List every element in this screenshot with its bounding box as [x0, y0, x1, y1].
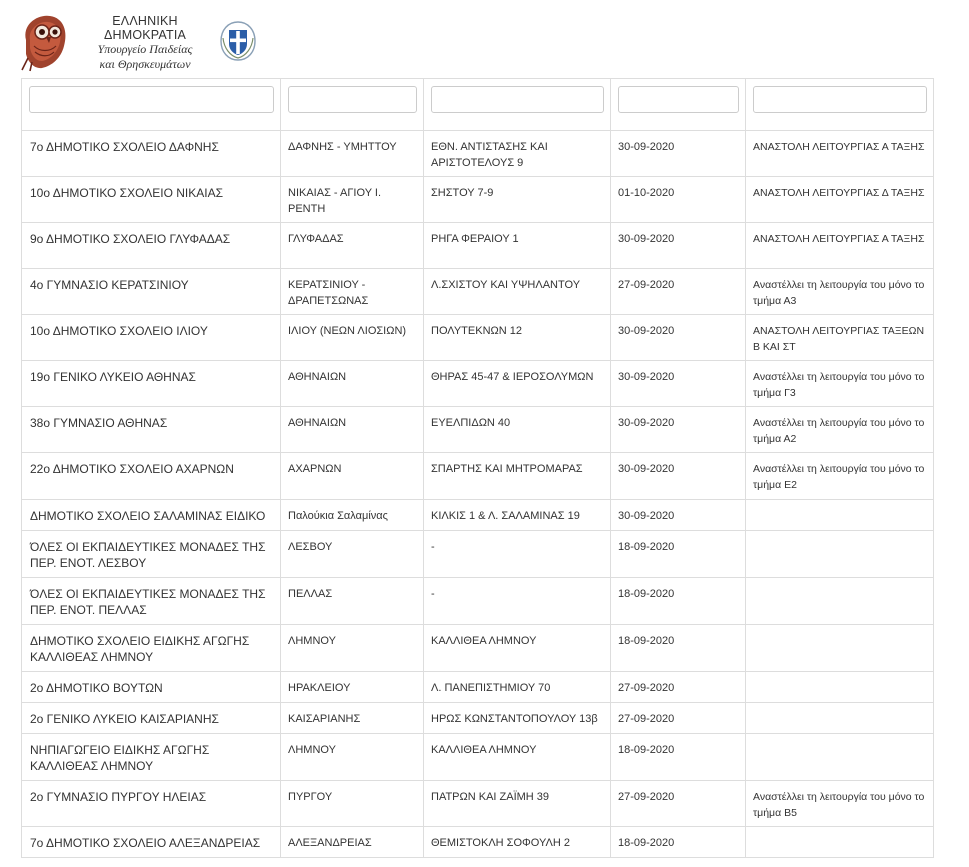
area-cell: ΓΛΥΦΑΔΑΣ: [281, 223, 424, 269]
suspension-date-cell: 30-09-2020: [611, 315, 746, 361]
school-name-cell: 10ο ΔΗΜΟΤΙΚΟ ΣΧΟΛΕΙΟ ΝΙΚΑΙΑΣ: [22, 177, 281, 223]
suspension-date-cell: 01-10-2020: [611, 177, 746, 223]
suspension-date-cell: 30-09-2020: [611, 131, 746, 177]
area-cell: ΛΗΜΝΟΥ: [281, 734, 424, 781]
area-cell: ΝΙΚΑΙΑΣ - ΑΓΙΟΥ Ι. ΡΕΝΤΗ: [281, 177, 424, 223]
suspension-date-cell: 18-09-2020: [611, 578, 746, 625]
address-cell: Λ. ΠΑΝΕΠΙΣΤΗΜΙΟΥ 70: [424, 672, 611, 703]
table-row[interactable]: [22, 315, 934, 361]
address-cell: ΚΑΛΛΙΘΕΑ ΛΗΜΝΟΥ: [424, 734, 611, 781]
table-row[interactable]: [22, 407, 934, 453]
filter-cell: [281, 79, 424, 131]
table-row[interactable]: [22, 500, 934, 531]
suspension-date-cell: 30-09-2020: [611, 361, 746, 407]
remarks-cell: ΑΝΑΣΤΟΛΗ ΛΕΙΤΟΥΡΓΙΑΣ ΤΑΞΕΩΝ Β ΚΑΙ ΣΤ: [746, 315, 934, 361]
school-name-cell: 19ο ΓΕΝΙΚΟ ΛΥΚΕΙΟ ΑΘΗΝΑΣ: [22, 361, 281, 407]
school-name-cell: ΝΗΠΙΑΓΩΓΕΙΟ ΕΙΔΙΚΗΣ ΑΓΩΓΗΣ ΚΑΛΛΙΘΕΑΣ ΛΗΜΝΟΥ: [22, 734, 281, 781]
remarks-cell: ΑΝΑΣΤΟΛΗ ΛΕΙΤΟΥΡΓΙΑΣ Α ΤΑΞΗΣ: [746, 223, 934, 269]
area-cell: ΑΛΕΞΑΝΔΡΕΙΑΣ: [281, 827, 424, 858]
remarks-cell: [746, 672, 934, 703]
area-cell: ΗΡΑΚΛΕΙΟΥ: [281, 672, 424, 703]
table-row[interactable]: [22, 177, 934, 223]
table-row[interactable]: [22, 781, 934, 827]
site-header: [0, 0, 969, 78]
schools-table-container: [21, 62, 933, 858]
school-name-cell: 10ο ΔΗΜΟΤΙΚΟ ΣΧΟΛΕΙΟ ΙΛΙΟΥ: [22, 315, 281, 361]
suspension-date-cell: 30-09-2020: [611, 500, 746, 531]
address-cell: ΚΙΛΚΙΣ 1 & Λ. ΣΑΛΑΜΙΝΑΣ 19: [424, 500, 611, 531]
remarks-cell: ΑΝΑΣΤΟΛΗ ΛΕΙΤΟΥΡΓΙΑΣ Α ΤΑΞΗΣ: [746, 131, 934, 177]
address-cell: -: [424, 578, 611, 625]
area-cell: ΛΗΜΝΟΥ: [281, 625, 424, 672]
owl-logo-icon: [20, 10, 72, 72]
address-cell: ΕΥΕΛΠΙΔΩΝ 40: [424, 407, 611, 453]
school-name-cell: 2ο ΔΗΜΟΤΙΚΟ ΒΟΥΤΩΝ: [22, 672, 281, 703]
schools-table: [21, 62, 934, 858]
table-row[interactable]: [22, 223, 934, 269]
suspension-date-cell: 18-09-2020: [611, 827, 746, 858]
ministry-text-block: [74, 14, 216, 72]
school-name-cell: 4ο ΓΥΜΝΑΣΙΟ ΚΕΡΑΤΣΙΝΙΟΥ: [22, 269, 281, 315]
ministry-subtitle-2: και Θρησκευμάτων: [99, 57, 191, 71]
address-cell: -: [424, 531, 611, 578]
suspension-date-cell: 27-09-2020: [611, 269, 746, 315]
remarks-cell: [746, 734, 934, 781]
address-cell: ΣΠΑΡΤΗΣ ΚΑΙ ΜΗΤΡΟΜΑΡΑΣ: [424, 453, 611, 500]
address-cell: ΕΘΝ. ΑΝΤΙΣΤΑΣΗΣ ΚΑΙ ΑΡΙΣΤΟΤΕΛΟΥΣ 9: [424, 131, 611, 177]
school-name-cell: ΌΛΕΣ ΟΙ ΕΚΠΑΙΔΕΥΤΙΚΕΣ ΜΟΝΑΔΕΣ ΤΗΣ ΠΕΡ. ΕΝΟΤ. ΠΕΛΛΑΣ: [22, 578, 281, 625]
address-cell: ΘΗΡΑΣ 45-47 & ΙΕΡΟΣΟΛΥΜΩΝ: [424, 361, 611, 407]
area-cell: ΔΑΦΝΗΣ - ΥΜΗΤΤΟΥ: [281, 131, 424, 177]
filter-cell: [22, 79, 281, 131]
remarks-cell: Αναστέλλει τη λειτουργία του μόνο το τμήμα Β5: [746, 781, 934, 827]
address-cell: ΠΟΛΥΤΕΚΝΩΝ 12: [424, 315, 611, 361]
area-cell: ΙΛΙΟΥ (ΝΕΩΝ ΛΙΟΣΙΩΝ): [281, 315, 424, 361]
suspension-date-cell: 27-09-2020: [611, 672, 746, 703]
school-name-cell: 22ο ΔΗΜΟΤΙΚΟ ΣΧΟΛΕΙΟ ΑΧΑΡΝΩΝ: [22, 453, 281, 500]
table-row[interactable]: [22, 453, 934, 500]
suspension-date-cell: 18-09-2020: [611, 734, 746, 781]
remarks-cell: Αναστέλλει τη λειτουργία του μόνο το τμήμα Α3: [746, 269, 934, 315]
suspension-date-cell: 27-09-2020: [611, 781, 746, 827]
school-name-cell: 7ο ΔΗΜΟΤΙΚΟ ΣΧΟΛΕΙΟ ΔΑΦΝΗΣ: [22, 131, 281, 177]
table-row[interactable]: [22, 361, 934, 407]
suspension-date-cell: 18-09-2020: [611, 531, 746, 578]
greek-emblem-icon: [218, 20, 258, 62]
suspension-date-cell: 18-09-2020: [611, 625, 746, 672]
suspension-date-cell: 27-09-2020: [611, 703, 746, 734]
school-name-cell: ΔΗΜΟΤΙΚΟ ΣΧΟΛΕΙΟ ΕΙΔΙΚΗΣ ΑΓΩΓΗΣ ΚΑΛΛΙΘΕΑΣ ΛΗΜΝΟΥ: [22, 625, 281, 672]
table-row[interactable]: [22, 269, 934, 315]
area-cell: ΑΘΗΝΑΙΩΝ: [281, 407, 424, 453]
table-row[interactable]: [22, 703, 934, 734]
address-cell: ΘΕΜΙΣΤΟΚΛΗ ΣΟΦΟΥΛΗ 2: [424, 827, 611, 858]
table-row[interactable]: [22, 734, 934, 781]
area-cell: ΛΕΣΒΟΥ: [281, 531, 424, 578]
remarks-cell: [746, 500, 934, 531]
area-cell: Παλούκια Σαλαμίνας: [281, 500, 424, 531]
remarks-cell: Αναστέλλει τη λειτουργία του μόνο το τμήμα Γ3: [746, 361, 934, 407]
remarks-cell: ΑΝΑΣΤΟΛΗ ΛΕΙΤΟΥΡΓΙΑΣ Δ ΤΑΞΗΣ: [746, 177, 934, 223]
date-filter-input[interactable]: [618, 86, 739, 113]
remarks-cell: [746, 578, 934, 625]
address-cell: ΚΑΛΛΙΘΕΑ ΛΗΜΝΟΥ: [424, 625, 611, 672]
remarks-cell: [746, 703, 934, 734]
remarks-cell: Αναστέλλει τη λειτουργία του μόνο το τμήμα Ε2: [746, 453, 934, 500]
area-cell: ΠΕΛΛΑΣ: [281, 578, 424, 625]
remarks-cell: [746, 827, 934, 858]
remarks-cell: [746, 625, 934, 672]
address-cell: ΠΑΤΡΩΝ ΚΑΙ ΖΑΪΜΗ 39: [424, 781, 611, 827]
remarks-cell: Αναστέλλει τη λειτουργία του μόνο το τμήμα Α2: [746, 407, 934, 453]
remarks-filter-input[interactable]: [753, 86, 927, 113]
school-filter-input[interactable]: [29, 86, 274, 113]
school-name-cell: 38ο ΓΥΜΝΑΣΙΟ ΑΘΗΝΑΣ: [22, 407, 281, 453]
table-row[interactable]: [22, 531, 934, 578]
address-cell: Λ.ΣΧΙΣΤΟΥ ΚΑΙ ΥΨΗΛΑΝΤΟΥ: [424, 269, 611, 315]
filter-cell: [746, 79, 934, 131]
filter-row: [22, 79, 934, 131]
remarks-cell: [746, 531, 934, 578]
filter-cell: [611, 79, 746, 131]
area-cell: ΠΥΡΓΟΥ: [281, 781, 424, 827]
area-cell: ΚΕΡΑΤΣΙΝΙΟΥ - ΔΡΑΠΕΤΣΩΝΑΣ: [281, 269, 424, 315]
address-cell: ΡΗΓΑ ΦΕΡΑΙΟΥ 1: [424, 223, 611, 269]
table-row[interactable]: [22, 625, 934, 672]
suspension-date-cell: 30-09-2020: [611, 407, 746, 453]
school-name-cell: ΔΗΜΟΤΙΚΟ ΣΧΟΛΕΙΟ ΣΑΛΑΜΙΝΑΣ ΕΙΔΙΚΟ: [22, 500, 281, 531]
school-name-cell: 2ο ΓΥΜΝΑΣΙΟ ΠΥΡΓΟΥ ΗΛΕΙΑΣ: [22, 781, 281, 827]
table-row[interactable]: [22, 578, 934, 625]
school-name-cell: 2ο ΓΕΝΙΚΟ ΛΥΚΕΙΟ ΚΑΙΣΑΡΙΑΝΗΣ: [22, 703, 281, 734]
ministry-subtitle-1: Υπουργείο Παιδείας: [97, 42, 193, 56]
area-cell: ΑΘΗΝΑΙΩΝ: [281, 361, 424, 407]
suspension-date-cell: 30-09-2020: [611, 453, 746, 500]
table-row[interactable]: [22, 672, 934, 703]
area-cell: ΑΧΑΡΝΩΝ: [281, 453, 424, 500]
school-name-cell: 7ο ΔΗΜΟΤΙΚΟ ΣΧΟΛΕΙΟ ΑΛΕΞΑΝΔΡΕΙΑΣ: [22, 827, 281, 858]
filter-cell: [424, 79, 611, 131]
address-cell: ΗΡΩΣ ΚΩΝΣΤΑΝΤΟΠΟΥΛΟΥ 13β: [424, 703, 611, 734]
area-filter-input[interactable]: [288, 86, 417, 113]
ministry-title: ΕΛΛΗΝΙΚΗ ΔΗΜΟΚΡΑΤΙΑ: [103, 14, 187, 42]
school-name-cell: 9ο ΔΗΜΟΤΙΚΟ ΣΧΟΛΕΙΟ ΓΛΥΦΑΔΑΣ: [22, 223, 281, 269]
area-cell: ΚΑΙΣΑΡΙΑΝΗΣ: [281, 703, 424, 734]
suspension-date-cell: 30-09-2020: [611, 223, 746, 269]
address-cell: ΣΗΣΤΟΥ 7-9: [424, 177, 611, 223]
address-filter-input[interactable]: [431, 86, 604, 113]
school-name-cell: ΌΛΕΣ ΟΙ ΕΚΠΑΙΔΕΥΤΙΚΕΣ ΜΟΝΑΔΕΣ ΤΗΣ ΠΕΡ. ΕΝΟΤ. ΛΕΣΒΟΥ: [22, 531, 281, 578]
table-row[interactable]: [22, 827, 934, 858]
table-row[interactable]: [22, 131, 934, 177]
